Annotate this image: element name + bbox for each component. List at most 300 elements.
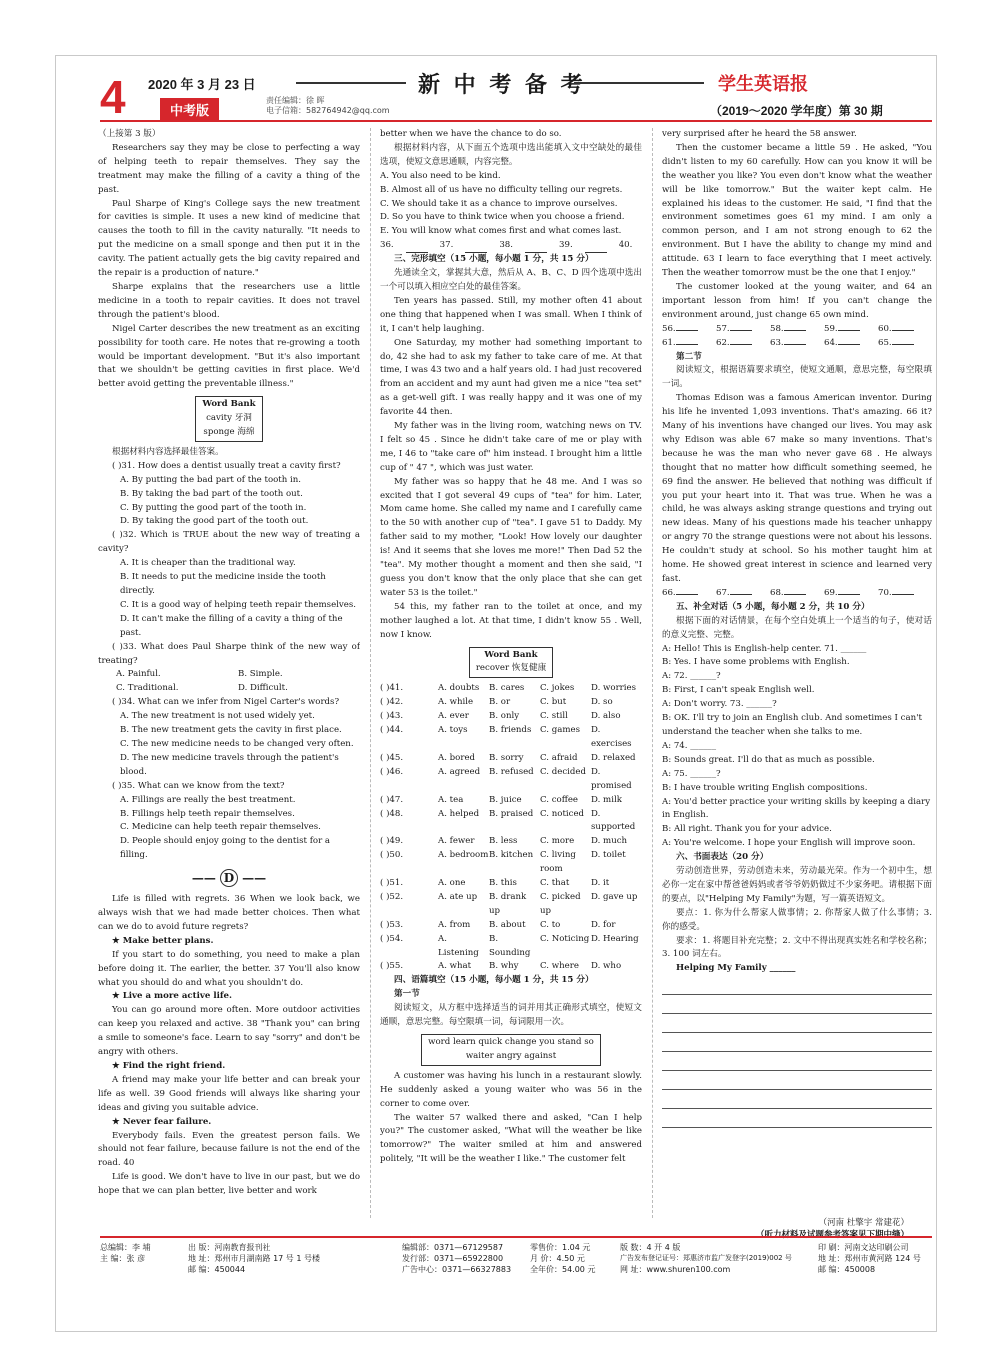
paragraph: Everybody fails. Even the greatest person fails. We should not fear failure, because failure is not the end of the road. 40 bbox=[98, 1130, 360, 1169]
cloze-option-row bbox=[380, 808, 642, 836]
blank-number: 67. bbox=[716, 587, 730, 598]
paragraph: A customer was having his lunch in a restaurant slowly. He suddenly asked a young waiter who was 56 in the corner to come over. bbox=[380, 1070, 642, 1109]
option: A. while bbox=[438, 697, 474, 708]
footer-line: 地 址：郑州市黄河路 124 号 bbox=[818, 1254, 921, 1263]
option: B. Sounding bbox=[489, 933, 531, 958]
answer-blank[interactable] bbox=[784, 344, 806, 345]
masthead: 新 中 考 备 考 bbox=[418, 72, 586, 98]
edition-badge: 中考版 bbox=[160, 98, 219, 121]
dialogue-line: A: 72. ______? bbox=[662, 671, 721, 682]
paper-name: 学生英语报 bbox=[718, 74, 808, 94]
footer-line: 广告中心：0371—66327883 bbox=[402, 1265, 512, 1274]
paragraph: You can go around more often. More outdoor activities can keep you relaxed and active. 38 "Thank you" can bring a smile to someone's face. Learn to say "sorry" and don't be angry with others. bbox=[98, 1005, 360, 1058]
answer-slot bbox=[824, 337, 878, 351]
question-number: ( )55. bbox=[380, 961, 404, 972]
newspaper-page bbox=[55, 55, 937, 1332]
subheading: ★ Find the right friend. bbox=[112, 1061, 226, 1071]
writing-line[interactable] bbox=[662, 1090, 932, 1109]
blank-number: 61. bbox=[662, 337, 676, 348]
question-number: ( )43. bbox=[380, 711, 404, 722]
word-bank-title: Word Bank bbox=[202, 399, 256, 410]
footer-line: 地 址：郑州市月湖南路 17 号 1 号楼 bbox=[188, 1254, 320, 1263]
option: B. kitchen bbox=[489, 850, 534, 861]
answer-blank[interactable] bbox=[676, 594, 698, 595]
option: C. It is a good way of helping teeth repair themselves. bbox=[120, 599, 356, 610]
option: D. who bbox=[591, 961, 622, 972]
answer-slot bbox=[662, 587, 716, 601]
option: A. what bbox=[438, 961, 472, 972]
paragraph: Ten years has passed. Still, my mother often 41 about one thing that happened when I was small. When I think of it, I can't help laughing. bbox=[380, 295, 642, 334]
section-title: 四、语篇填空（15 小题，每小题 1 分，共 15 分） bbox=[394, 975, 594, 986]
writing-line[interactable] bbox=[662, 1052, 932, 1071]
answer-blank[interactable] bbox=[465, 239, 487, 253]
option: A. fewer bbox=[438, 836, 475, 847]
paragraph: Then the customer became a little 59 . He asked, "You didn't listen to my 60 carefully. How can you know it will be the weather you like? You even don't know what the weather will be like tomorrow." But the waiter kept calm. He explained his ideas to the customer. He said, "I find that the environment sometimes goes 61 my mind. I am only a common person, and I am not strong enough to 62 the environment. But I have the ability to change my mind and attitude. 63 I learn to face everything that I meet actively. Then the weather tomorrow must be the one that I enjoy." bbox=[662, 142, 932, 279]
blank-number: 60. bbox=[878, 323, 892, 334]
question-number: ( )48. bbox=[380, 808, 404, 819]
footer-col bbox=[818, 1242, 921, 1275]
dialogue-line: A: 74. ______ bbox=[662, 740, 717, 751]
option: B. or bbox=[489, 697, 511, 708]
writing-line[interactable] bbox=[662, 1014, 932, 1033]
blank-number: 39. bbox=[559, 240, 573, 251]
answer-slot bbox=[716, 323, 770, 337]
issue-date: 2020 年 3 月 23 日 bbox=[148, 77, 256, 92]
editor-info bbox=[266, 96, 390, 116]
blank-number: 68. bbox=[770, 587, 784, 598]
column-1 bbox=[98, 128, 360, 1218]
cloze-options bbox=[380, 682, 642, 974]
option: D. much bbox=[591, 836, 628, 847]
option: B. about bbox=[489, 919, 526, 930]
paragraph: Life is good. We don't have to live in our past, but we do hope that we can plan better, live better and work bbox=[98, 1172, 360, 1197]
option: C. By putting the good part of the tooth in. bbox=[120, 502, 307, 513]
paragraph: Researchers say they may be close to perfecting a way of helping teeth to repair themselves. They say the treatment may make the filling of a cavity a thing of the past. bbox=[98, 142, 360, 195]
cloze-option-row bbox=[380, 696, 642, 710]
option: A. bedroom bbox=[438, 850, 489, 861]
answer-slot bbox=[770, 337, 824, 351]
choice: A. You also need to be kind. bbox=[380, 170, 501, 181]
answer-slot bbox=[716, 587, 770, 601]
dialogue-line: B: OK. I'll try to join an English club. And sometimes I can't understand the teacher when she talks to me. bbox=[662, 713, 922, 737]
question-number: ( )41. bbox=[380, 683, 404, 694]
paragraph: Sharpe explains that the researchers use a little medicine in a tooth to repair cavities. It does not travel through the patient's blood. bbox=[98, 281, 360, 320]
answer-blank[interactable] bbox=[730, 594, 752, 595]
footer-line: 广告发布登记证号：郑惠济市监广发登字(2019)002 号 bbox=[620, 1254, 792, 1262]
blank-number: 69. bbox=[824, 587, 838, 598]
dialogue-line: B: Sounds great. I'll do that as much as possible. bbox=[662, 754, 875, 765]
blank-number: 40. bbox=[618, 240, 633, 251]
option: C. Traditional. bbox=[116, 683, 179, 694]
dialogue-line: A: You're welcome. I hope your English will improve soon. bbox=[662, 838, 916, 849]
answer-blank[interactable] bbox=[585, 239, 607, 253]
answer-slot bbox=[878, 587, 932, 601]
option: B. praised bbox=[489, 808, 534, 819]
paragraph: Thomas Edison was a famous American inventor. During his life he invented 1,093 inventions. That's amazing. 66 it? Many of his inventions have changed our lives. You may ask why Edison was able 67 make so many inventions. That's because he was the man who never gave 68 . He always thought that no matter how difficult something seemed, he 69 find the answer. He believed that nothing was difficult if you put your heart into it. That was true. When he was a child, he was always asking strange questions and trying out new ideas. Many of his questions made his teacher unhappy or angry 70 the strange questions were not about his lessons. He couldn't study at school. So his mother taught him at home. He showed great interest in science and learned very fast. bbox=[662, 393, 932, 584]
question-stem: ( )33. What does Paul Sharpe think of the new way of treating? bbox=[98, 641, 360, 666]
answer-blank[interactable] bbox=[676, 344, 698, 345]
instruction: 根据材料内容，从下面五个选项中选出能填入文中空缺处的最佳选项，使短文意思通顺，内容完整。 bbox=[380, 142, 642, 167]
option: B. By taking the bad part of the tooth out. bbox=[120, 488, 303, 499]
part-title: 第二节 bbox=[676, 351, 702, 362]
option: D. also bbox=[591, 711, 621, 722]
choice: C. We should take it as a chance to improve ourselves. bbox=[380, 198, 618, 209]
option: C. decided bbox=[540, 766, 586, 777]
answer-blank[interactable] bbox=[892, 594, 914, 595]
paragraph: One Saturday, my mother had something important to do, 42 she had to ask my father to take care of me. At that time, I was 43 two and a half years old. I had just recovered from an accident and my aunt had given me a nice "tea set" as a get-well gift. I was really happy and it was one of my favorite 44 then. bbox=[380, 337, 642, 418]
option: A. Fillings are really the best treatment. bbox=[120, 794, 296, 805]
option: D. worries bbox=[591, 683, 637, 694]
question-stem: ( )34. What can we infer from Nigel Carter's words? bbox=[112, 697, 340, 708]
option: B. friends bbox=[489, 725, 532, 736]
option: C. coffee bbox=[540, 794, 578, 805]
question-number: ( )45. bbox=[380, 752, 404, 763]
footer-col bbox=[620, 1242, 820, 1275]
cloze-option-row bbox=[380, 960, 642, 974]
answer-blanks bbox=[662, 323, 932, 351]
answer-blanks bbox=[662, 587, 932, 601]
dialogue-line: B: First, I can't speak English well. bbox=[662, 685, 815, 696]
instruction: 劳动创造世界，劳动创造未来，劳动最光荣。作为一个初中生，想必你一定在家中帮爸爸妈妈或者爷爷奶奶做过不少家务吧。请根据下面的要点，以"Helping My Family"为题，写一篇英语短文。 bbox=[662, 866, 932, 904]
subheading: ★ Make better plans. bbox=[112, 935, 214, 946]
answer-slot bbox=[662, 337, 716, 351]
question-stem: ( )32. Which is TRUE about the new way of treating a cavity? bbox=[98, 530, 360, 555]
answer-slot bbox=[878, 323, 932, 337]
blank-number: 38. bbox=[499, 240, 514, 251]
part-title: 第一节 bbox=[394, 989, 420, 1000]
option: D. exercises bbox=[591, 725, 632, 749]
question-number: ( )46. bbox=[380, 766, 404, 777]
option: B. drank up bbox=[489, 891, 527, 916]
cloze-option-row bbox=[380, 752, 642, 766]
option: B. why bbox=[489, 961, 519, 972]
option: C. that bbox=[540, 878, 570, 889]
option: C. games bbox=[540, 725, 581, 736]
option: C. The new medicine needs to be changed very often. bbox=[120, 738, 354, 749]
blank-number: 65. bbox=[878, 337, 892, 348]
page-number: 4 bbox=[100, 71, 126, 123]
page-header bbox=[56, 56, 936, 124]
word-bank-item: sponge 海绵 bbox=[203, 427, 255, 438]
question-number: ( )42. bbox=[380, 697, 404, 708]
footer-line: 邮 编：450044 bbox=[188, 1265, 246, 1274]
word-bank-item: cavity 牙洞 bbox=[206, 413, 252, 424]
paragraph: A friend may make your life better and can break your life as well. 39 Good friends will always like sharing your ideas and giving you suitable advice. bbox=[98, 1074, 360, 1113]
option: B. Fillings help teeth repair themselves. bbox=[120, 808, 295, 819]
option: A. agreed bbox=[438, 766, 481, 777]
choice: B. Almost all of us have no difficulty telling our regrets. bbox=[380, 184, 623, 195]
cloze-option-row bbox=[380, 919, 642, 933]
option: A. doubts bbox=[438, 683, 480, 694]
question-number: ( )47. bbox=[380, 794, 404, 805]
answer-blank[interactable] bbox=[892, 344, 914, 345]
column-divider bbox=[652, 128, 653, 1218]
cloze-option-row bbox=[380, 682, 642, 696]
option-grid bbox=[98, 668, 360, 696]
cloze-option-row bbox=[380, 794, 642, 808]
footer-line: 出 版：河南教育报刊社 bbox=[188, 1243, 271, 1252]
paragraph: My father was in the living room, watching news on TV. I felt so 45 . Since he didn't take care of me or play with me, I 46 to "take care of" him instead. I brought him a little cup of " 47 ", which was just water. bbox=[380, 421, 642, 473]
footer-col bbox=[402, 1242, 511, 1275]
paragraph: The customer looked at the young waiter, and 64 an important lesson from him! If you can't change the environment around, just change 65 own mind. bbox=[662, 281, 932, 320]
choice: D. So you have to think twice when you choose a friend. bbox=[380, 212, 625, 223]
option: D. supported bbox=[591, 808, 636, 833]
paragraph: Nigel Carter describes the new treatment as an exciting possibility for tooth care. He notes that re-growing a tooth would be important development. "But it's also important that we shouldn't be getting cavities in first place. We'd better avoid getting the preventable illness." bbox=[98, 323, 360, 390]
option: C. where bbox=[540, 961, 579, 972]
option: C. still bbox=[540, 711, 568, 722]
answer-slot bbox=[824, 323, 878, 337]
writing-line[interactable] bbox=[662, 995, 932, 1014]
option: D. People should enjoy going to the dentist for a filling. bbox=[120, 836, 331, 861]
option: A. toys bbox=[438, 725, 468, 736]
option: A. It is cheaper than the traditional way. bbox=[120, 558, 296, 569]
answer-blank[interactable] bbox=[525, 239, 547, 253]
answer-blank[interactable] bbox=[730, 330, 752, 331]
footer bbox=[100, 1236, 932, 1292]
option: D. It can't make the filling of a cavity a thing of the past. bbox=[120, 613, 343, 638]
instruction: 先通读全文，掌握其大意，然后从 A、B、C、D 四个选项中选出一个可以填入相应空白处的最佳答案。 bbox=[380, 268, 642, 292]
option: A. Painful. bbox=[116, 669, 161, 680]
paragraph: If you start to do something, you need to make a plan before doing it. The earlier, the better. 37 You'll also know what you should do and what you shouldn't do. bbox=[98, 949, 360, 988]
blank-number: 63. bbox=[770, 337, 784, 348]
word-bank-item: recover 恢复健康 bbox=[475, 663, 547, 674]
answer-blank[interactable] bbox=[784, 330, 806, 331]
option: D. promised bbox=[591, 766, 632, 791]
answer-blank[interactable] bbox=[838, 330, 860, 331]
instruction: 要求：1. 将题目补充完整；2. 文中不得出现真实姓名和学校名称；3. 100 词左右。 bbox=[662, 935, 932, 960]
cloze-option-row bbox=[380, 891, 642, 919]
option: D. By taking the good part of the tooth out. bbox=[120, 516, 309, 527]
question-number: ( )44. bbox=[380, 725, 404, 736]
footer-line: 邮 编：450008 bbox=[818, 1265, 876, 1274]
instruction: 阅读短文，从方框中选择适当的词并用其正确形式填空，使短文通顺，意思完整。每空限填一词，每词限用一次。 bbox=[380, 1003, 642, 1028]
answer-blank[interactable] bbox=[730, 344, 752, 345]
option: B. juice bbox=[489, 794, 522, 805]
option: B. It needs to put the medicine inside the tooth directly. bbox=[120, 572, 326, 596]
question-number: ( )54. bbox=[380, 933, 404, 944]
masthead-rule-left bbox=[296, 82, 406, 84]
writing-line[interactable] bbox=[662, 1109, 932, 1128]
question-number: ( )49. bbox=[380, 836, 404, 847]
option: D. The new medicine travels through the patient's blood. bbox=[120, 752, 339, 777]
footer-line: 印 刷：河南文达印刷公司 bbox=[818, 1243, 909, 1252]
option: A. bored bbox=[438, 752, 476, 763]
paragraph: better when we have the chance to do so. bbox=[380, 129, 562, 139]
instruction: 要点：1. 你为什么帮家人做事情；2. 你帮家人做了什么事情；3. 你的感受。 bbox=[662, 907, 932, 932]
paragraph: Paul Sharpe of King's College says the new treatment for cavities is simple. It uses a new kind of medicine that causes the tooth to fill in the cavity naturally. "It needs to put the medicine on a small sponge and then put it in the cavity. The patient actually gets the big cavity repaired and the repair is a production of nature." bbox=[98, 198, 360, 279]
blank-number: 70. bbox=[878, 587, 892, 598]
option: C. to bbox=[540, 919, 561, 930]
dialogue-line: A: Hello! This is English-help center. 71. ______ bbox=[662, 643, 867, 654]
footer-col bbox=[530, 1242, 595, 1275]
answer-slot bbox=[878, 337, 932, 351]
blank-number: 36. bbox=[380, 240, 394, 251]
cloze-option-row bbox=[380, 710, 642, 724]
question-stem: ( )31. How does a dentist usually treat a cavity first? bbox=[112, 460, 341, 471]
footer-line: 编辑部：0371—67129587 bbox=[402, 1243, 504, 1252]
answer-slot bbox=[716, 337, 770, 351]
option: B. cares bbox=[489, 683, 525, 694]
word-box-line: waiter angry against bbox=[465, 1050, 557, 1061]
blank-number: 57. bbox=[716, 323, 730, 334]
section-d-marker: —— D —— bbox=[191, 871, 267, 886]
option: A. helped bbox=[438, 808, 480, 819]
writing-line[interactable] bbox=[662, 976, 932, 995]
email-line: 电子信箱：582764942@qq.com bbox=[266, 106, 390, 115]
option: D. relaxed bbox=[591, 752, 636, 763]
option: C. picked up bbox=[540, 891, 581, 916]
editor-line: 责任编辑：徐 晖 bbox=[266, 96, 325, 105]
credit-authors: （河南 杜擎宇 常建花） bbox=[818, 1218, 910, 1228]
footer-line: 月 价：4.50 元 bbox=[530, 1254, 585, 1263]
cloze-option-row bbox=[380, 877, 642, 891]
answer-slot bbox=[770, 323, 824, 337]
blank-number: 37. bbox=[439, 240, 454, 251]
answer-blank[interactable] bbox=[406, 239, 428, 253]
dialogue-line: A: 75. ______? bbox=[662, 768, 721, 779]
answer-slot bbox=[824, 587, 878, 601]
option: A. The new treatment is not used widely yet. bbox=[120, 711, 315, 722]
masthead-rule-right bbox=[574, 82, 704, 84]
question-stem: ( )35. What can we know from the text? bbox=[112, 780, 285, 791]
section-title: 三、完形填空（15 小题，每小题 1 分，共 15 分） bbox=[394, 254, 594, 265]
option: B. this bbox=[489, 878, 517, 889]
option: C. noticed bbox=[540, 808, 585, 819]
answer-blank[interactable] bbox=[838, 344, 860, 345]
option: C. jokes bbox=[540, 683, 575, 694]
question-number: ( )52. bbox=[380, 891, 404, 902]
option: B. sorry bbox=[489, 752, 524, 763]
footer-line: 全年价：54.00 元 bbox=[530, 1265, 596, 1274]
option: A. tea bbox=[438, 794, 464, 805]
header-rule bbox=[100, 120, 932, 122]
footer-line: 版 数：4 开 4 版 bbox=[620, 1243, 681, 1252]
dialogue-line: A: You'd better practice your writing skills by keeping a diary in English. bbox=[662, 796, 931, 821]
word-box bbox=[421, 1034, 601, 1066]
cloze-option-row bbox=[380, 766, 642, 794]
option: A. By putting the bad part of the tooth in. bbox=[120, 474, 302, 485]
essay-title: Helping My Family ______ bbox=[676, 963, 796, 974]
option: C. living room bbox=[540, 850, 576, 875]
answer-blank[interactable] bbox=[784, 594, 806, 595]
option: D. for bbox=[591, 919, 616, 930]
subheading: ★ Live a more active life. bbox=[112, 991, 233, 1002]
blank-number: 64. bbox=[824, 337, 838, 348]
continued-note: （上接第 3 版） bbox=[98, 129, 161, 139]
option: A. ate up bbox=[438, 891, 478, 902]
footer-line: 发行部：0371—65922800 bbox=[402, 1254, 504, 1263]
option: B. refused bbox=[489, 766, 534, 777]
paragraph: Life is filled with regrets. 36 When we look back, we always wish that we had made better choices. Then what can we do to avoid future regrets? bbox=[98, 894, 360, 932]
word-box-line: word learn quick change you stand so bbox=[428, 1037, 594, 1047]
option: B. Simple. bbox=[238, 669, 283, 680]
word-bank-title: Word Bank bbox=[484, 649, 538, 660]
footer-col bbox=[188, 1242, 320, 1275]
column-divider bbox=[370, 128, 371, 1218]
option: A. ever bbox=[438, 711, 469, 722]
footer-line: 零售价：1.04 元 bbox=[530, 1243, 591, 1252]
blank-number: 62. bbox=[716, 337, 730, 348]
writing-line[interactable] bbox=[662, 1071, 932, 1090]
answer-slot bbox=[662, 323, 716, 337]
section-title: 五、补全对话（5 小题，每小题 2 分，共 10 分） bbox=[676, 601, 870, 612]
option: A. one bbox=[438, 878, 466, 889]
footer-line: 网 址：www.shuren100.com bbox=[620, 1265, 731, 1274]
dialogue-line: A: Don't worry. 73. ______? bbox=[662, 699, 777, 710]
option: B. only bbox=[489, 711, 520, 722]
cloze-option-row bbox=[380, 933, 642, 961]
option: A. Listening bbox=[438, 933, 479, 958]
question-number: ( )53. bbox=[380, 919, 404, 930]
answer-blank[interactable] bbox=[838, 594, 860, 595]
section-d-label: D bbox=[220, 869, 238, 887]
blank-number: 56. bbox=[662, 323, 676, 334]
paragraph: The waiter 57 walked there and asked, "Can I help you?" The customer asked, "What will the weather be like tomorrow?" The waiter smiled at him and answered politely, "It will be the weather I like." The customer felt bbox=[380, 1112, 642, 1165]
instruction: 根据下面的对话情景，在每个空白处填上一个适当的句子，使对话的意义完整、完整。 bbox=[662, 615, 932, 640]
paragraph: very surprised after he heard the 58 answer. bbox=[662, 129, 857, 139]
dialogue-line: B: Yes. I have some problems with English. bbox=[662, 657, 850, 668]
answer-slot bbox=[770, 587, 824, 601]
option: B. less bbox=[489, 836, 518, 847]
credit-note: （听力材料及试题参考答案见下期中缝） bbox=[756, 1230, 910, 1240]
blank-number: 66. bbox=[662, 587, 676, 598]
option: D. Hearing bbox=[591, 933, 639, 944]
subheading: ★ Never fear failure. bbox=[112, 1116, 212, 1127]
option: C. but bbox=[540, 697, 567, 708]
answer-blank[interactable] bbox=[676, 330, 698, 331]
choice: E. You will know what comes first and what comes last. bbox=[380, 226, 622, 237]
dialogue-line: B: All right. Thank you for your advice. bbox=[662, 824, 832, 835]
option: A. from bbox=[438, 919, 471, 930]
footer-line: 主 编：张 彦 bbox=[100, 1254, 146, 1263]
dialogue-line: B: I have trouble writing English compositions. bbox=[662, 782, 868, 793]
cloze-option-row bbox=[380, 724, 642, 752]
paragraph: 54 this, my father ran to the toilet at once, and my mother laughed a lot. At that time, I didn't know 55 . Well, now I know. bbox=[380, 601, 642, 640]
footer-line: 总编辑：李 埔 bbox=[100, 1243, 151, 1252]
column-3 bbox=[662, 128, 932, 1218]
question-number: ( )51. bbox=[380, 878, 404, 889]
option: C. Noticing bbox=[540, 933, 590, 944]
word-bank-box bbox=[195, 396, 262, 442]
issue-number: （2019～2020 学年度）第 30 期 bbox=[710, 104, 883, 118]
option: D. gave up bbox=[591, 891, 638, 902]
footer-col bbox=[100, 1242, 151, 1264]
option: D. Difficult. bbox=[238, 683, 288, 694]
instruction: 根据材料内容选择最佳答案。 bbox=[112, 446, 224, 457]
column-2 bbox=[380, 128, 642, 1218]
answer-blank[interactable] bbox=[892, 330, 914, 331]
writing-line[interactable] bbox=[662, 1033, 932, 1052]
option: D. it bbox=[591, 878, 610, 889]
blank-number: 59. bbox=[824, 323, 838, 334]
option: C. afraid bbox=[540, 752, 578, 763]
option: B. The new treatment gets the cavity in first place. bbox=[120, 725, 342, 736]
option: C. Medicine can help teeth repair themselves. bbox=[120, 822, 321, 833]
word-bank-box bbox=[469, 647, 553, 679]
option: D. so bbox=[591, 697, 613, 708]
blank-number: 58. bbox=[770, 323, 784, 334]
option: D. milk bbox=[591, 794, 622, 805]
option: D. toilet bbox=[591, 850, 626, 861]
instruction: 阅读短文，根据语篇要求填空，使短文通顺，意思完整，每空限填一词。 bbox=[662, 365, 932, 390]
option: C. more bbox=[540, 836, 575, 847]
cloze-option-row bbox=[380, 849, 642, 877]
answer-blanks bbox=[380, 239, 642, 253]
section-title: 六、书面表达（20 分） bbox=[676, 852, 769, 863]
question-number: ( )50. bbox=[380, 850, 404, 861]
cloze-option-row bbox=[380, 835, 642, 849]
paragraph: My father was so happy that he 48 me. And I was so excited that I got several 49 cups of "tea" for him. Later, Mom came home. She called my name and I carefully came to the 50 with another cup of "tea". I gave 51 to Daddy. My father said to my mother, "Look! How lovely our daughter is! And it seems that she loves me more!" Then Dad 52 the "tea". My mother thought a moment and then she said, "I guess you don't know that the only place that she can get water 53 is the toilet." bbox=[380, 476, 642, 598]
